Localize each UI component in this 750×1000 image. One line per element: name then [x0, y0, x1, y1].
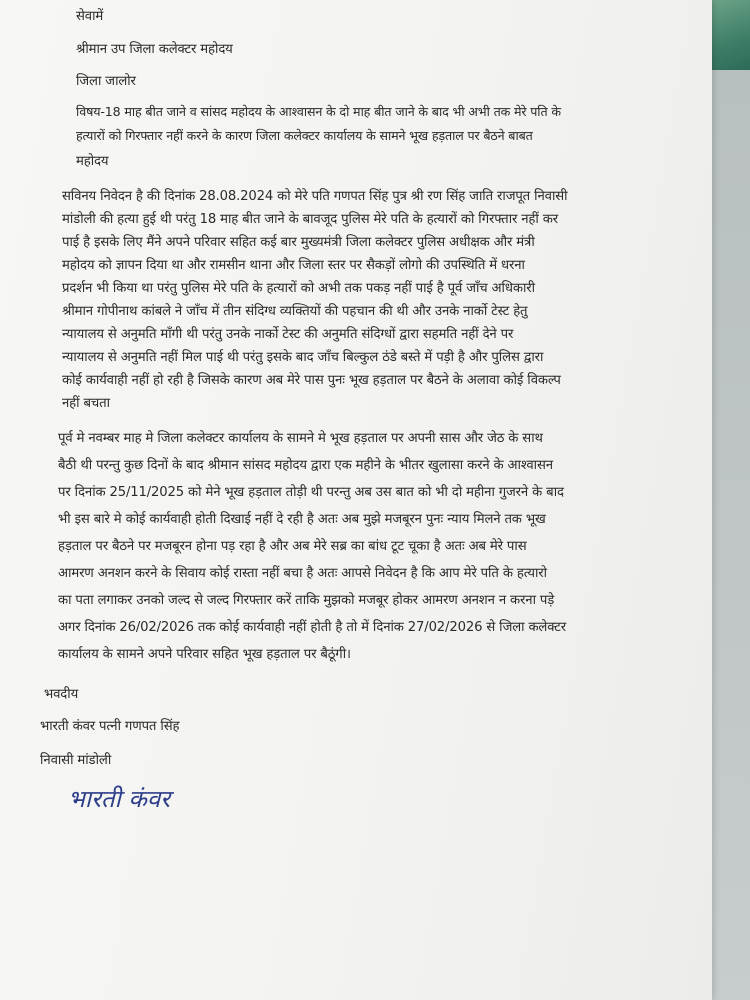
- location: जिला जालोर: [76, 74, 136, 89]
- para2-line: कार्यालय के सामने अपने परिवार सहित भूख हड़ताल पर बैठूंगी।: [58, 647, 351, 662]
- para2-line: हड़ताल पर बैठने पर मजबूरन होना पड़ रहा है और अब मेरे सब्र का बांध टूट चूका है अतः अब मेरे पास: [58, 539, 527, 554]
- sender-address: निवासी मांडोली: [40, 753, 112, 768]
- sender-name: भारती कंवर पत्नी गणपत सिंह: [40, 719, 180, 734]
- para1-line: मांडोली की हत्या हुई थी परंतु 18 माह बीत जाने के बावजूद पुलिस मेरे पति के हत्यारों को गिरफ्तार नहीं कर: [62, 212, 558, 227]
- para1-line: नहीं बचता: [62, 396, 110, 411]
- para1-line: महोदय को ज्ञापन दिया था और रामसीन थाना और जिला स्तर पर सैकड़ों लोगो की उपस्थिति में धरना: [62, 258, 525, 273]
- para1-line: प्रदर्शन भी किया था परंतु पुलिस मेरे पति के हत्यारों को अभी तक पकड़ नहीं पाई है पूर्व जाँच अधिकारी: [62, 281, 535, 296]
- handwritten-signature: भारती कंवर: [68, 785, 171, 813]
- subject-line-2: हत्यारों को गिरफ्तार नहीं करने के कारण जिला कलेक्टर कार्यालय के सामने भूख हड़ताल पर बैठने बाबत: [76, 128, 533, 143]
- para2-line: पूर्व मे नवम्बर माह मे जिला कलेक्टर कार्यालय के सामने मे भूख हड़ताल पर अपनी सास और जेठ के साथ: [58, 431, 543, 446]
- para2-line: अगर दिनांक 26/02/2026 तक कोई कार्यवाही नहीं होती है तो में दिनांक 27/02/2026 से जिला कलेक्टर: [58, 620, 566, 635]
- closing: भवदीय: [44, 687, 79, 702]
- salutation-to: सेवामें: [76, 9, 104, 24]
- subject-line-1: विषय-18 माह बीत जाने व सांसद महोदय के आश्वासन के दो माह बीत जाने के बाद भी अभी तक मेरे पति के: [76, 104, 561, 119]
- para1-line: न्यायालय से अनुमति नहीं मिल पाई थी परंतु इसके बाद जाँच बिल्कुल ठंडे बस्ते में पड़ी है और पुलिस द्वारा: [62, 350, 544, 365]
- para2-line: पर दिनांक 25/11/2025 को मेने भूख हड़ताल तोड़ी थी परन्तु अब उस बात को भी दो महीना गुजरने के बाद: [58, 485, 564, 500]
- para1-line: श्रीमान गोपीनाथ कांबले ने जाँच में तीन संदिग्ध व्यक्तियों की पहचान की थी और उनके नार्को टेस्ट हेतु: [62, 304, 528, 319]
- address-line: महोदय: [76, 154, 109, 169]
- para1-line: पाई है इसके लिए मैंने अपने परिवार सहित कई बार मुख्यमंत्री जिला कलेक्टर पुलिस अधीक्षक और मंत्री: [62, 235, 535, 250]
- para1-line: सविनय निवेदन है की दिनांक 28.08.2024 को मेरे पति गणपत सिंह पुत्र श्री रण सिंह जाति राजपूत निवासी: [62, 189, 568, 204]
- para2-line: बैठी थी परन्तु कुछ दिनों के बाद श्रीमान सांसद महोदय द्वारा एक महीने के भीतर खुलासा करने के आश्वासन: [58, 458, 553, 473]
- para2-line: भी इस बारे मे कोई कार्यवाही होती दिखाई नहीं दे रही है अतः अब मुझे मजबूरन पुनः न्याय मिलने तक भूख: [58, 512, 546, 527]
- para2-line: का पता लगाकर उनको जल्द से जल्द गिरफ्तार करें ताकि मुझको मजबूर होकर आमरण अनशन न करना पड़े: [58, 593, 555, 608]
- para1-line: न्यायालय से अनुमति माँगी थी परंतु उनके नार्को टेस्ट की अनुमति संदिग्धों द्वारा सहमति नहीं देने पर: [62, 327, 514, 342]
- recipient: श्रीमान उप जिला कलेक्टर महोदय: [76, 42, 233, 57]
- para1-line: कोई कार्यवाही नहीं हो रही है जिसके कारण अब मेरे पास पुनः भूख हड़ताल पर बैठने के अलावा कोई विकल्प: [62, 373, 561, 388]
- para2-line: आमरण अनशन करने के सिवाय कोई रास्ता नहीं बचा है अतः आपसे निवेदन है कि आप मेरे पति के हत्यारो: [58, 566, 547, 581]
